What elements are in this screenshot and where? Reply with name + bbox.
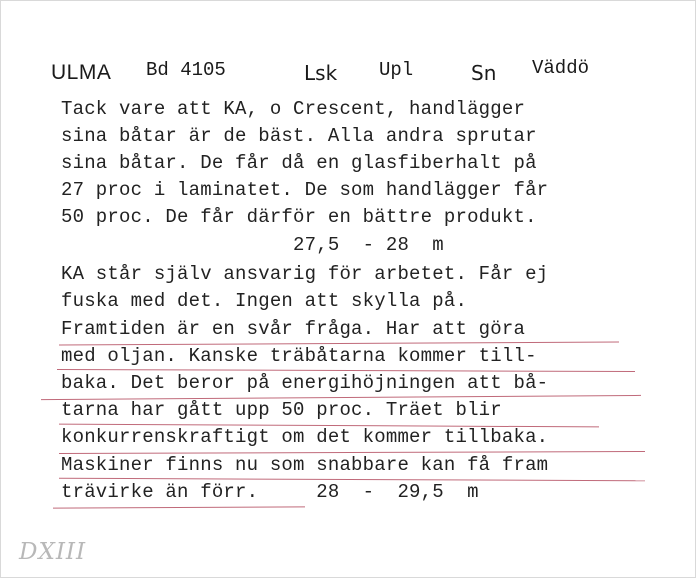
sn-value: Väddö (532, 57, 590, 79)
text-line: fuska med det. Ingen att skylla på. (61, 290, 468, 312)
underlined-line: med oljan. Kanske träbåtarna kommer till- (61, 345, 537, 367)
underlined-line: konkurrenskraftigt om det kommer tillbaka. (61, 426, 549, 448)
text-line: sina båtar. De får då en glasfiberhalt på (61, 152, 537, 174)
archive-stamp: DXIII (19, 539, 87, 565)
underlined-line: baka. Det beror på energihöjningen att bå- (61, 372, 549, 394)
text-line: sina båtar är de bäst. Alla andra sprutar (61, 125, 537, 147)
measurement-line: 27,5 - 28 m (61, 234, 444, 256)
text-line: Tack vare att KA, o Crescent, handlägger (61, 98, 526, 120)
text-line: 27 proc i laminatet. De som handlägger får (61, 179, 549, 201)
text-line: 50 proc. De får därför en bättre produkt. (61, 206, 537, 228)
lsk-label: Lsk (304, 61, 338, 85)
archive-label: ULMA (51, 61, 112, 84)
record-number: Bd 4105 (146, 59, 226, 81)
underlined-line: Framtiden är en svår fråga. Har att göra (61, 318, 526, 340)
underlined-line: Maskiner finns nu som snabbare kan få fram (61, 454, 549, 476)
underlined-line: tarna har gått upp 50 proc. Träet blir (61, 399, 502, 421)
underlined-line: trävirke än förr. 28 - 29,5 m (61, 481, 479, 503)
sn-label: Sn (471, 61, 497, 85)
red-underline (53, 506, 305, 508)
lsk-value: Upl (379, 59, 414, 81)
text-line: KA står själv ansvarig för arbetet. Får ej (61, 263, 549, 285)
